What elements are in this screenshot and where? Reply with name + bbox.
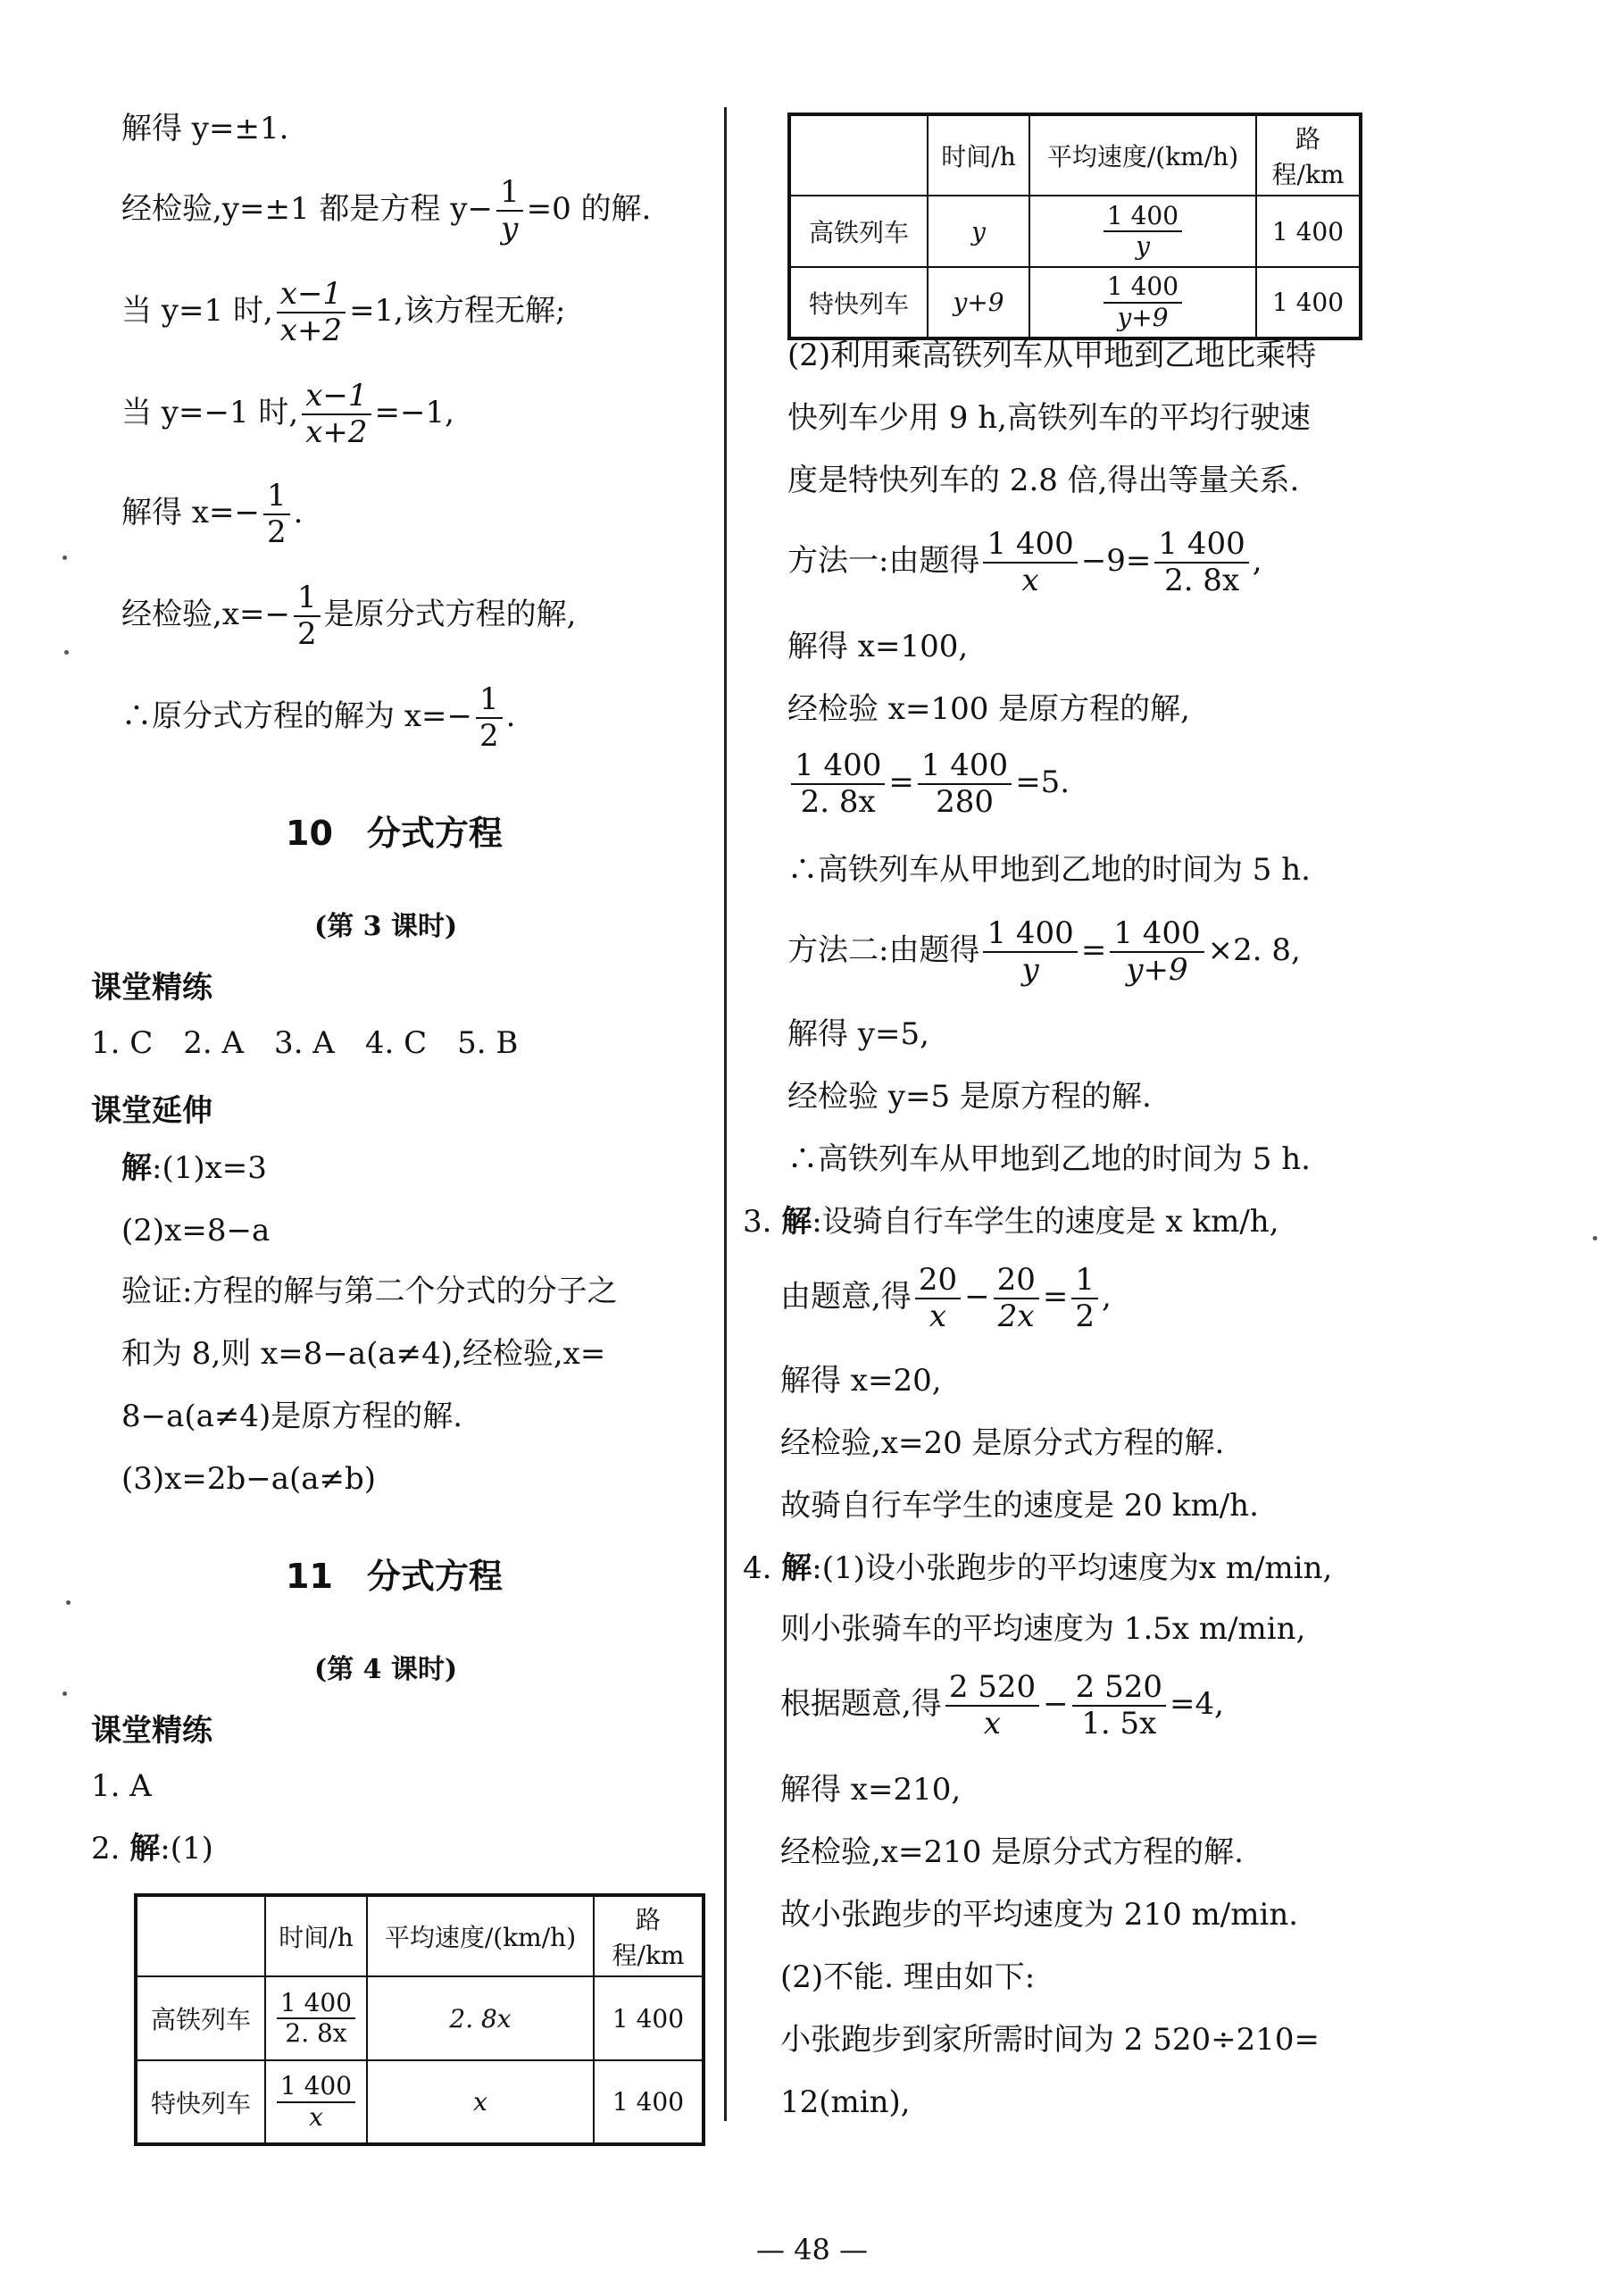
table-cell: y+9: [928, 267, 1029, 338]
text-line: 小张跑步到家所需时间为 2 520÷210=: [780, 2022, 1320, 2058]
table-header: [789, 114, 928, 196]
table-header: 平均速度/(km/h): [367, 1895, 594, 1976]
text-line: 解:(1)x=3: [121, 1150, 267, 1186]
text-line: 当 y=1 时, $\frac{x-1}{x+2}$ =1,该方程无解;: [121, 276, 566, 349]
text-line: 验证:方程的解与第二个分式的分子之: [121, 1274, 618, 1309]
scan-speck: [64, 650, 69, 655]
practice-label: 课堂精练: [91, 1713, 212, 1749]
text-line: 经检验 x=100 是原方程的解,: [787, 691, 1190, 727]
text-line: (2)x=8−a: [121, 1213, 271, 1249]
text-line: 解得 x=20,: [780, 1363, 942, 1399]
text-line: 则小张骑车的平均速度为 1.5x m/min,: [780, 1611, 1306, 1647]
table-header: 平均速度/(km/h): [1029, 114, 1256, 196]
scan-speck: [62, 1691, 67, 1696]
text-line: 方法二:由题得 $\frac{1 400}{y}$ = $\frac{1 400}{y+9}$ ×2. 8,: [787, 915, 1301, 989]
text-line: 12(min),: [780, 2084, 911, 2120]
table-cell: $\frac{1 400}{y}$: [1029, 196, 1256, 267]
text-line: 3. 解:设骑自行车学生的速度是 x km/h,: [743, 1204, 1279, 1240]
table-cell: 特快列车: [136, 2060, 265, 2144]
text-line: $\frac{1 400}{2. 8x}$ = $\frac{1 400}{280}$ =5.: [787, 748, 1070, 820]
text-line: 由题意,得 $\frac{20}{x}$ − $\frac{20}{2x}$ = $\frac{1}{2}$ ,: [780, 1262, 1112, 1335]
fraction: $\frac{x-1}{x+2}$: [277, 277, 346, 348]
text-line: 经检验 y=5 是原方程的解.: [787, 1079, 1152, 1115]
text-line: 解得 x=100,: [787, 629, 969, 664]
table-cell: 高铁列车: [136, 1976, 265, 2060]
lesson-subheading: (第 3 课时): [314, 911, 458, 942]
fraction: $\frac{1}{2}$: [294, 580, 321, 652]
text-line: 8−a(a≠4)是原方程的解.: [121, 1399, 463, 1434]
text-line: ∴高铁列车从甲地到乙地的时间为 5 h.: [787, 1141, 1311, 1177]
text-line: ∴原分式方程的解为 x=− $\frac{1}{2}$ .: [121, 681, 516, 755]
scan-speck: [66, 1600, 71, 1605]
table-cell: 1 400: [594, 2060, 704, 2144]
text-line: 根据题意,得 $\frac{2 520}{x}$ − $\frac{2 520}{1. 5x}$ =4,: [780, 1669, 1224, 1742]
table-cell: $\frac{1 400}{2. 8x}$: [265, 1976, 367, 2060]
speed-table-right: [787, 113, 1362, 340]
text-line: 故小张跑步的平均速度为 210 m/min.: [780, 1897, 1299, 1933]
text-line: 当 y=−1 时, $\frac{x-1}{x+2}$ =−1,: [121, 378, 454, 451]
column-divider: [724, 107, 727, 2121]
table-cell: 1 400: [594, 1976, 704, 2060]
fraction: $\frac{x-1}{x+2}$: [302, 379, 371, 450]
lesson-subheading: (第 4 课时): [314, 1654, 458, 1685]
text-line: 经检验,y=±1 都是方程 y− $\frac{1}{y}$ =0 的解.: [121, 174, 652, 247]
section-heading: 10 分式方程: [286, 814, 503, 853]
table-cell: 特快列车: [789, 267, 928, 338]
table-header: 路程/km: [594, 1895, 704, 1976]
extension-label: 课堂延伸: [91, 1093, 212, 1129]
answer-line: 1. A: [91, 1768, 152, 1804]
table-cell: $\frac{1 400}{x}$: [265, 2060, 367, 2144]
section-heading: 11 分式方程: [286, 1557, 503, 1596]
text-line: 解得 y=±1.: [121, 111, 289, 146]
table-cell: y: [928, 196, 1029, 267]
scan-speck: [62, 555, 67, 560]
text-line: 4. 解:(1)设小张跑步的平均速度为x m/min,: [743, 1550, 1333, 1586]
speed-table-left: [134, 1893, 705, 2146]
text-line: 解得 x=− $\frac{1}{2}$ .: [121, 478, 304, 551]
table-header: 时间/h: [928, 114, 1029, 196]
table-cell: $\frac{1 400}{y+9}$: [1029, 267, 1256, 338]
text-line: 解得 y=5,: [787, 1016, 929, 1052]
table-cell: 1 400: [1256, 196, 1361, 267]
text-line: 解得 x=210,: [780, 1772, 962, 1808]
text-line: 度是特快列车的 2.8 倍,得出等量关系.: [787, 463, 1300, 498]
text-line: 故骑自行车学生的速度是 20 km/h.: [780, 1488, 1259, 1524]
text-line: 和为 8,则 x=8−a(a≠4),经检验,x=: [121, 1336, 606, 1372]
text-line: (2)不能. 理由如下:: [780, 1959, 1036, 1995]
fraction: $\frac{1}{2}$: [263, 479, 290, 550]
text-line: 经检验,x=− $\frac{1}{2}$ 是原分式方程的解,: [121, 580, 577, 653]
table-header: 路程/km: [1256, 114, 1361, 196]
fraction: $\frac{1}{2}$: [476, 682, 503, 754]
text-line: 2. 解:(1): [91, 1831, 213, 1867]
text-line: 方法一:由题得 $\frac{1 400}{x}$ −9= $\frac{1 400}{2. 8x}$ ,: [787, 526, 1262, 599]
scan-speck: [1593, 1236, 1597, 1240]
table-cell: 1 400: [1256, 267, 1361, 338]
practice-label: 课堂精练: [91, 970, 212, 1006]
text-line: ∴高铁列车从甲地到乙地的时间为 5 h.: [787, 852, 1311, 888]
answer-line: 1. C 2. A 3. A 4. C 5. B: [91, 1025, 519, 1061]
table-cell: x: [367, 2060, 594, 2144]
text-line: (3)x=2b−a(a≠b): [121, 1461, 377, 1497]
text-line: 经检验,x=210 是原分式方程的解.: [780, 1834, 1244, 1870]
table-cell: 2. 8x: [367, 1976, 594, 2060]
fraction: $\frac{1}{y}$: [496, 175, 523, 246]
text-line: 快列车少用 9 h,高铁列车的平均行驶速: [787, 400, 1311, 436]
table-cell: 高铁列车: [789, 196, 928, 267]
text-line: 经检验,x=20 是原分式方程的解.: [780, 1425, 1225, 1461]
page-number: — 48 —: [755, 2233, 869, 2267]
table-header: [136, 1895, 265, 1976]
table-header: 时间/h: [265, 1895, 367, 1976]
text-line: (2)利用乘高铁列车从甲地到乙地比乘特: [787, 338, 1317, 373]
